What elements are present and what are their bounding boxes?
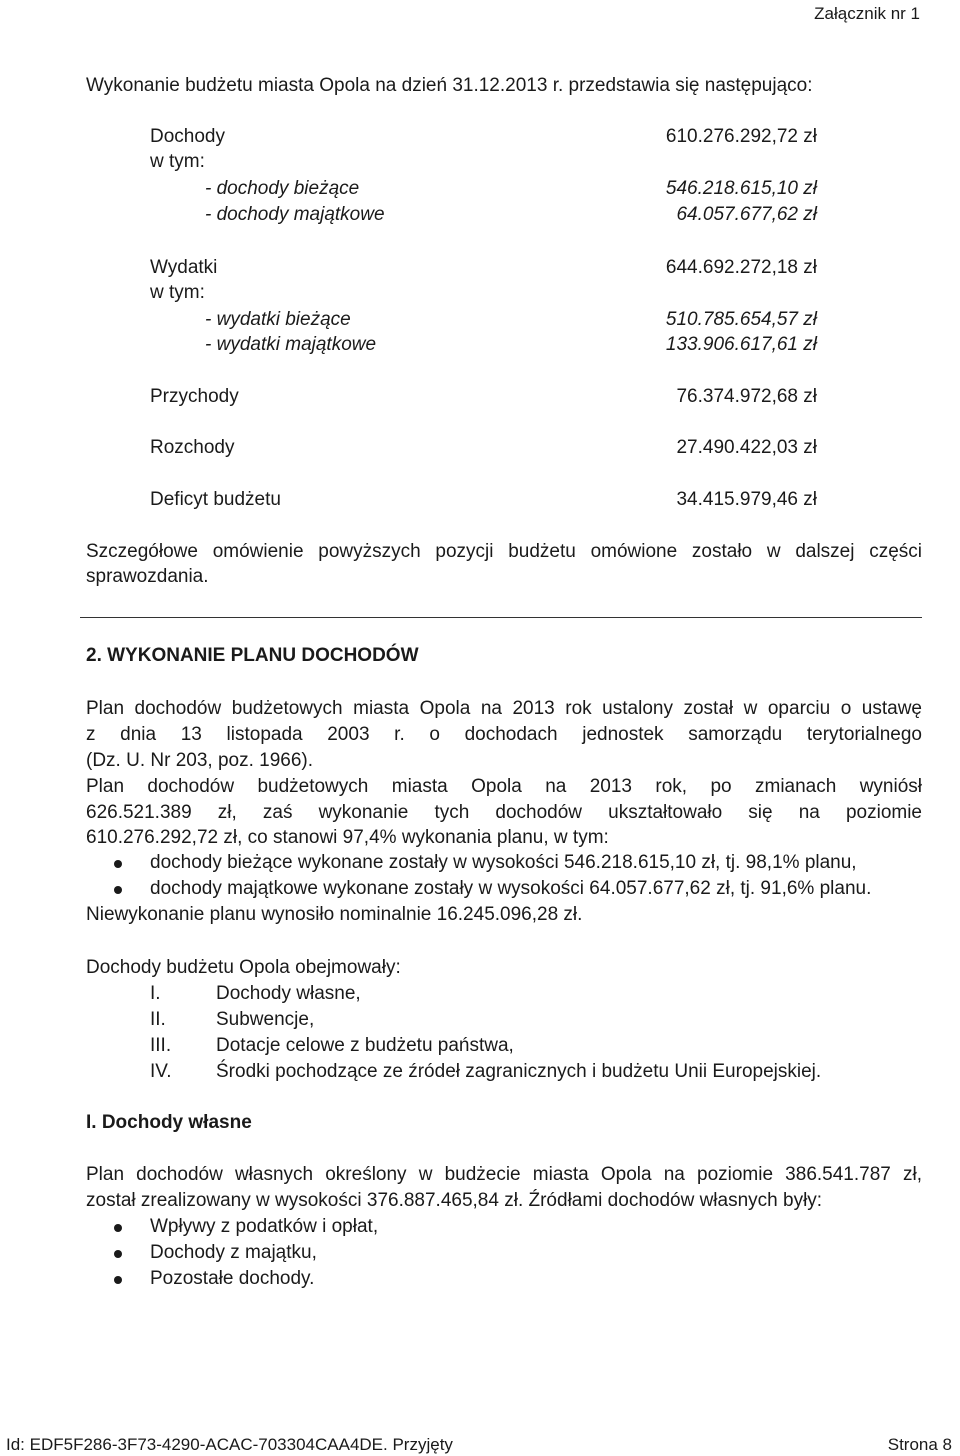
section-2-p2-line3: 610.276.292,72 zł, co stanowi 97,4% wykonania planu, w tym: — [86, 827, 609, 848]
bullet-icon — [114, 886, 122, 894]
composition-text: Środki pochodzące ze źródeł zagranicznych i budżetu Unii Europejskiej. — [216, 1061, 822, 1082]
bullet-icon — [114, 860, 122, 868]
own-revenue-heading: I. Dochody własne — [86, 1112, 252, 1133]
wydatki-majatkowe-amount: 133.906.617,61 zł — [665, 334, 817, 355]
przychody-label: Przychody — [150, 386, 239, 407]
list-item: Pozostałe dochody. — [150, 1268, 315, 1289]
composition-text: Dochody własne, — [216, 983, 361, 1004]
annex-label: Załącznik nr 1 — [814, 4, 920, 23]
composition-intro: Dochody budżetu Opola obejmowały: — [86, 957, 401, 978]
rozchody-amount: 27.490.422,03 zł — [676, 437, 817, 458]
details-note-line2: sprawozdania. — [86, 566, 209, 587]
wydatki-label: Wydatki — [150, 257, 218, 278]
w-tym-label: w tym: — [150, 151, 205, 172]
dochody-label: Dochody — [150, 126, 225, 147]
composition-num: III. — [150, 1035, 172, 1056]
rozchody-label: Rozchody — [150, 437, 235, 458]
wydatki-amount: 644.692.272,18 zł — [665, 257, 817, 278]
section-2-p1-line1: Plan dochodów budżetowych miasta Opola na 2013 rok ustalony został w oparciu o ustawę — [86, 698, 922, 719]
bullet-icon — [114, 1224, 122, 1232]
list-item: Dochody z majątku, — [150, 1242, 317, 1263]
nonexecution-text: Niewykonanie planu wynosiło nominalnie 16.245.096,28 zł. — [86, 904, 583, 925]
bullet-icon — [114, 1276, 122, 1284]
dochody-biezace-amount: 546.218.615,10 zł — [665, 178, 817, 199]
composition-num: I. — [150, 983, 161, 1004]
dochody-majatkowe-amount: 64.057.677,62 zł — [676, 204, 817, 225]
przychody-amount: 76.374.972,68 zł — [676, 386, 817, 407]
section-2-p1-line2: z dnia 13 listopada 2003 r. o dochodach jednostek samorządu terytorialnego — [86, 724, 922, 745]
list-item: dochody majątkowe wykonane zostały w wysokości 64.057.677,62 zł, tj. 91,6% planu. — [150, 878, 872, 899]
intro-text: Wykonanie budżetu miasta Opola na dzień 31.12.2013 r. przedstawia się następująco: — [86, 75, 813, 96]
list-item: dochody bieżące wykonane zostały w wysokości 546.218.615,10 zł, tj. 98,1% planu, — [150, 852, 857, 873]
section-2-p1-line3: (Dz. U. Nr 203, poz. 1966). — [86, 750, 314, 771]
dochody-amount: 610.276.292,72 zł — [665, 126, 817, 147]
section-2-p2-line1: Plan dochodów budżetowych miasta Opola na 2013 rok, po zmianach wyniósł — [86, 776, 922, 797]
footer-id: Id: EDF5F286-3F73-4290-ACAC-703304CAA4DE. Przyjęty — [6, 1435, 453, 1454]
section-2-heading: 2. WYKONANIE PLANU DOCHODÓW — [86, 645, 419, 666]
bullet-icon — [114, 1250, 122, 1258]
own-revenue-line2: został zrealizowany w wysokości 376.887.465,84 zł. Źródłami dochodów własnych były: — [86, 1190, 823, 1211]
dochody-biezace-label: - dochody bieżące — [205, 178, 360, 199]
composition-num: IV. — [150, 1061, 172, 1082]
details-note-line1: Szczegółowe omówienie powyższych pozycji budżetu omówione zostało w dalszej części — [86, 541, 922, 562]
page-number: Strona 8 — [887, 1435, 952, 1454]
wydatki-biezace-amount: 510.785.654,57 zł — [665, 309, 817, 330]
deficyt-label: Deficyt budżetu — [150, 489, 281, 510]
composition-num: II. — [150, 1009, 166, 1030]
list-item: Wpływy z podatków i opłat, — [150, 1216, 379, 1237]
dochody-majatkowe-label: - dochody majątkowe — [205, 204, 385, 225]
composition-text: Dotacje celowe z budżetu państwa, — [216, 1035, 514, 1056]
w-tym-label-2: w tym: — [150, 282, 205, 303]
deficyt-amount: 34.415.979,46 zł — [676, 489, 817, 510]
own-revenue-line1: Plan dochodów własnych określony w budżecie miasta Opola na poziomie 386.541.787 zł, — [86, 1164, 922, 1185]
wydatki-biezace-label: - wydatki bieżące — [205, 309, 351, 330]
wydatki-majatkowe-label: - wydatki majątkowe — [205, 334, 377, 355]
section-2-p2-line2: 626.521.389 zł, zaś wykonanie tych dochodów ukształtowało się na poziomie — [86, 802, 922, 823]
composition-text: Subwencje, — [216, 1009, 315, 1030]
section-divider — [80, 617, 922, 618]
